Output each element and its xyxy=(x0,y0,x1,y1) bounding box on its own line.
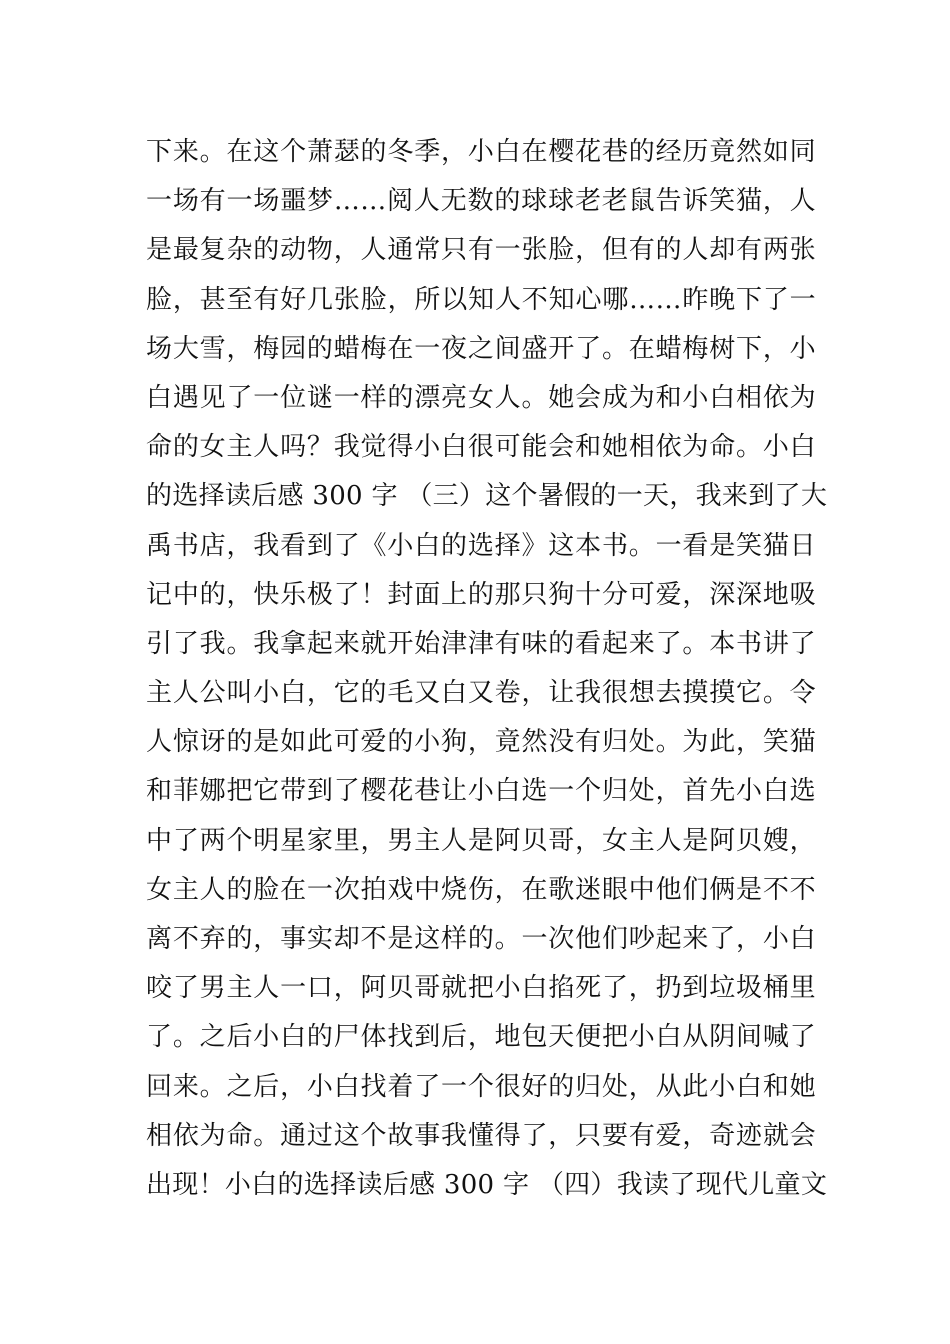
text-line: 引了我。我拿起来就开始津津有味的看起来了。本书讲了 xyxy=(146,628,816,659)
text-line: 脸，甚至有好几张脸，所以知人不知心哪……昨晚下了一 xyxy=(146,284,816,315)
text-line: 出现！小白的选择读后感 300 字 （四）我读了现代儿童文 xyxy=(146,1169,828,1200)
text-line: 命的女主人吗？我觉得小白很可能会和她相依为命。小白 xyxy=(146,432,816,463)
text-line: 回来。之后，小白找着了一个很好的归处，从此小白和她 xyxy=(146,1071,816,1102)
text-line: 记中的，快乐极了！封面上的那只狗十分可爱，深深地吸 xyxy=(146,579,816,610)
text-line: 和菲娜把它带到了樱花巷让小白选一个归处，首先小白选 xyxy=(146,776,816,807)
text-line: 离不弃的，事实却不是这样的。一次他们吵起来了，小白 xyxy=(146,924,816,954)
text-line: 下来。在这个萧瑟的冬季，小白在樱花巷的经历竟然如同 xyxy=(146,137,816,167)
text-line: 咬了男主人一口，阿贝哥就把小白掐死了，扔到垃圾桶里 xyxy=(146,973,816,1004)
text-line: 禹书店，我看到了《小白的选择》这本书。一看是笑猫日 xyxy=(146,530,816,561)
text-line: 场大雪，梅园的蜡梅在一夜之间盛开了。在蜡梅树下，小 xyxy=(146,333,816,364)
text-line: 中了两个明星家里，男主人是阿贝哥，女主人是阿贝嫂， xyxy=(146,825,816,856)
text-line: 了。之后小白的尸体找到后，地包天便把小白从阴间喊了 xyxy=(146,1022,816,1053)
text-line: 白遇见了一位谜一样的漂亮女人。她会成为和小白相依为 xyxy=(146,382,816,413)
text-line: 的选择读后感 300 字 （三）这个暑假的一天，我来到了大 xyxy=(146,481,828,512)
text-line: 女主人的脸在一次拍戏中烧伤，在歌迷眼中他们俩是不不 xyxy=(146,874,816,905)
body-text xyxy=(146,128,828,1210)
text-line: 是最复杂的动物，人通常只有一张脸，但有的人却有两张 xyxy=(146,235,816,266)
text-line: 人惊讶的是如此可爱的小狗，竟然没有归处。为此，笑猫 xyxy=(146,727,816,758)
text-line: 一场有一场噩梦……阅人无数的球球老老鼠告诉笑猫，人 xyxy=(146,186,816,217)
text-line: 主人公叫小白，它的毛又白又卷，让我很想去摸摸它。令 xyxy=(146,678,816,709)
text-line: 相依为命。通过这个故事我懂得了，只要有爱，奇迹就会 xyxy=(146,1120,816,1151)
